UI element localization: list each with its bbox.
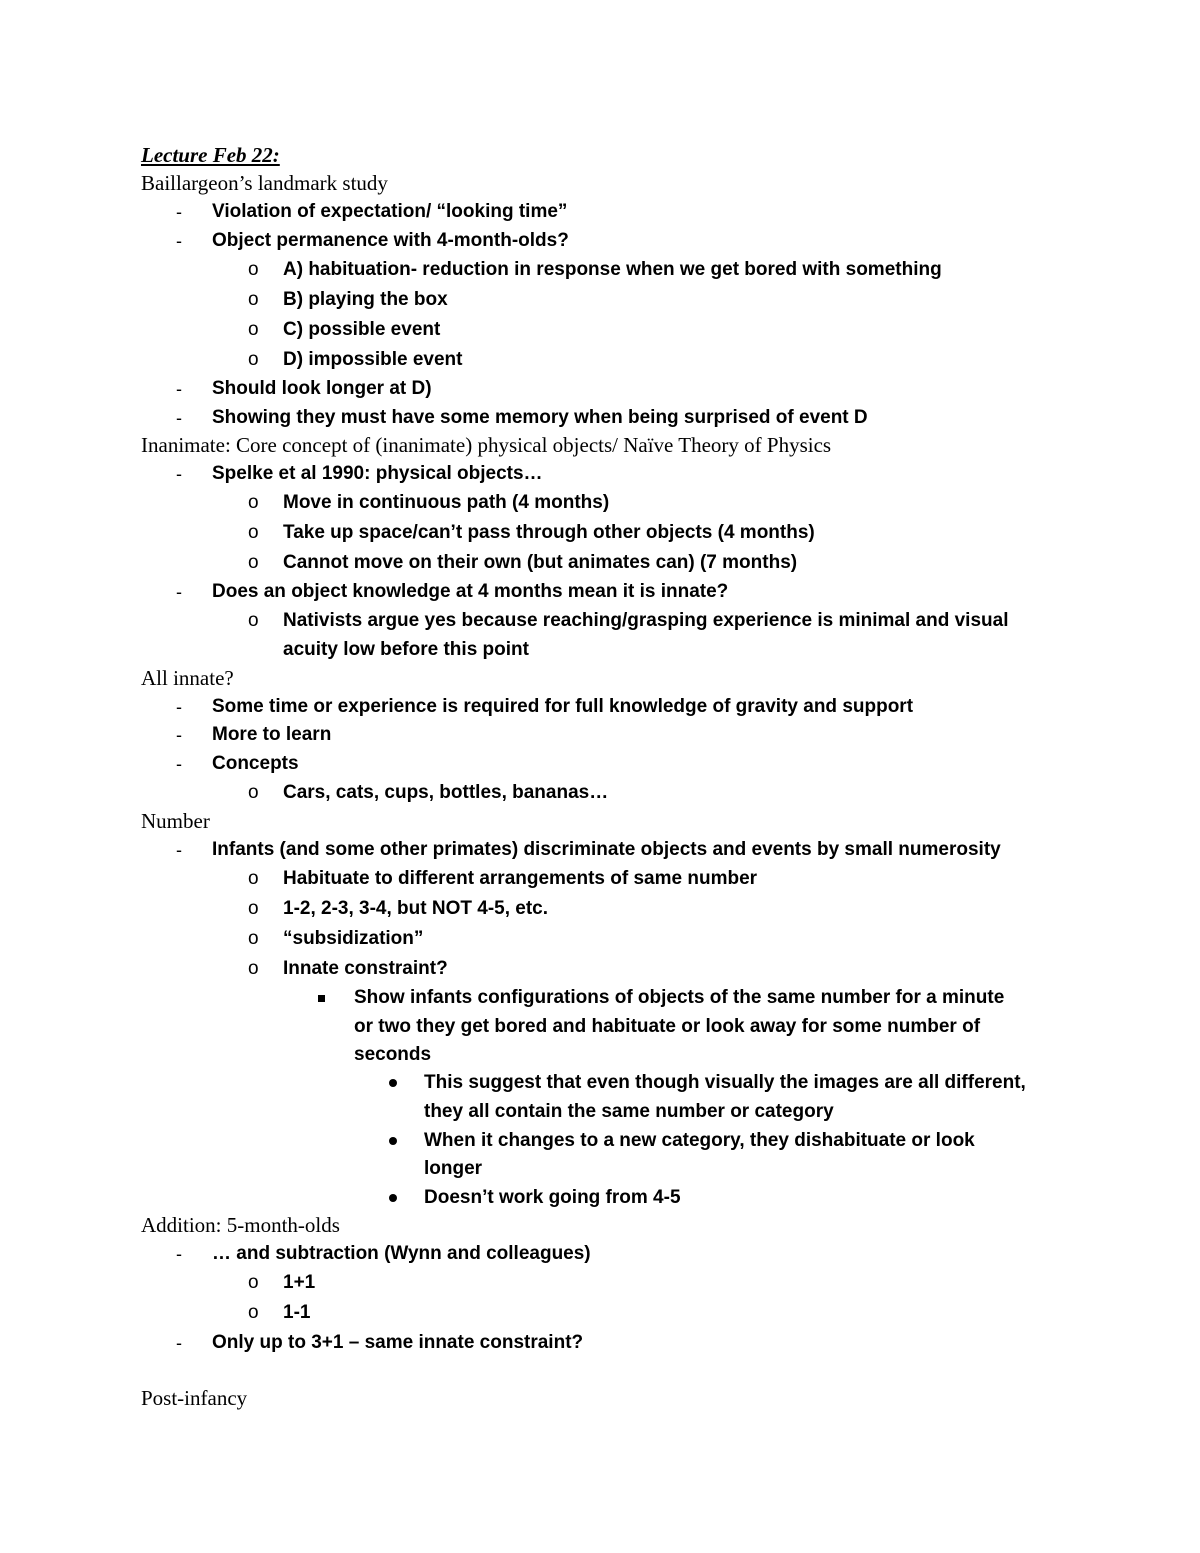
list-item: Infants (and some other primates) discriminate objects and events by small numerosity: [212, 839, 1001, 860]
section-heading: All innate?: [141, 666, 234, 690]
list-item: This suggest that even though visually the images are all different,: [424, 1072, 1026, 1093]
square-bullet: [318, 984, 325, 1012]
circle-bullet: o: [248, 492, 259, 513]
circle-bullet: o: [248, 1272, 259, 1293]
list-item: Showing they must have some memory when being surprised of event D: [212, 407, 868, 428]
list-item: Only up to 3+1 – same innate constraint?: [212, 1332, 584, 1353]
section-heading: Baillargeon’s landmark study: [141, 171, 388, 195]
section-heading: Number: [141, 809, 210, 833]
list-item: A) habituation- reduction in response when we get bored with something: [283, 259, 942, 280]
list-item: When it changes to a new category, they dishabituate or look: [424, 1130, 975, 1151]
list-item: Cannot move on their own (but animates can) (7 months): [283, 552, 798, 573]
list-item: D) impossible event: [283, 349, 463, 370]
dash-bullet: -: [176, 725, 182, 745]
round-bullet: [389, 1069, 397, 1097]
list-item-continuation: or two they get bored and habituate or look away for some number of: [354, 1016, 981, 1037]
circle-bullet: o: [248, 552, 259, 573]
circle-bullet: o: [248, 928, 259, 949]
dash-bullet: -: [176, 202, 182, 222]
list-item: Spelke et al 1990: physical objects…: [212, 463, 543, 484]
round-bullet: [389, 1127, 397, 1155]
list-item: 1-1: [283, 1302, 311, 1323]
list-item: Object permanence with 4-month-olds?: [212, 230, 569, 251]
list-item: Concepts: [212, 753, 299, 774]
dash-bullet: -: [176, 231, 182, 251]
list-item-continuation: longer: [424, 1158, 483, 1179]
circle-bullet: o: [248, 289, 259, 310]
dash-bullet: -: [176, 697, 182, 717]
circle-bullet: o: [248, 522, 259, 543]
dash-bullet: -: [176, 464, 182, 484]
list-item: 1+1: [283, 1272, 316, 1293]
circle-bullet: o: [248, 610, 259, 631]
list-item: Nativists argue yes because reaching/grasping experience is minimal and visual: [283, 610, 1009, 631]
dash-bullet: -: [176, 1244, 182, 1264]
list-item: Does an object knowledge at 4 months mean it is innate?: [212, 581, 729, 602]
dash-bullet: -: [176, 582, 182, 602]
circle-bullet: o: [248, 898, 259, 919]
list-item: Should look longer at D): [212, 378, 432, 399]
dash-bullet: -: [176, 754, 182, 774]
list-item: Some time or experience is required for full knowledge of gravity and support: [212, 696, 914, 717]
list-item: Habituate to different arrangements of same number: [283, 868, 758, 889]
section-heading: Inanimate: Core concept of (inanimate) physical objects/ Naïve Theory of Physics: [141, 433, 832, 457]
dash-bullet: -: [176, 840, 182, 860]
circle-bullet: o: [248, 958, 259, 979]
circle-bullet: o: [248, 259, 259, 280]
round-bullet: [389, 1184, 397, 1212]
list-item: More to learn: [212, 724, 332, 745]
section-heading: Addition: 5-month-olds: [141, 1213, 340, 1237]
dash-bullet: -: [176, 1333, 182, 1353]
dash-bullet: -: [176, 379, 182, 399]
list-item: Innate constraint?: [283, 958, 448, 979]
list-item: C) possible event: [283, 319, 441, 340]
list-item-continuation: they all contain the same number or category: [424, 1101, 834, 1122]
list-item: Show infants configurations of objects of the same number for a minute: [354, 987, 1005, 1008]
section-heading: Post-infancy: [141, 1386, 248, 1410]
circle-bullet: o: [248, 782, 259, 803]
list-item-continuation: seconds: [354, 1044, 432, 1065]
list-item: 1-2, 2-3, 3-4, but NOT 4-5, etc.: [283, 898, 549, 919]
list-item: Cars, cats, cups, bottles, bananas…: [283, 782, 609, 803]
list-item: Take up space/can’t pass through other objects (4 months): [283, 522, 815, 543]
circle-bullet: o: [248, 349, 259, 370]
page-title: Lecture Feb 22:: [141, 143, 280, 167]
list-item: … and subtraction (Wynn and colleagues): [212, 1243, 591, 1264]
list-item: Doesn’t work going from 4-5: [424, 1187, 681, 1208]
list-item: Violation of expectation/ “looking time”: [212, 201, 568, 222]
circle-bullet: o: [248, 868, 259, 889]
dash-bullet: -: [176, 408, 182, 428]
list-item: Move in continuous path (4 months): [283, 492, 610, 513]
list-item-continuation: acuity low before this point: [283, 639, 529, 660]
list-item: B) playing the box: [283, 289, 448, 310]
list-item: “subsidization”: [283, 928, 424, 949]
circle-bullet: o: [248, 319, 259, 340]
circle-bullet: o: [248, 1302, 259, 1323]
